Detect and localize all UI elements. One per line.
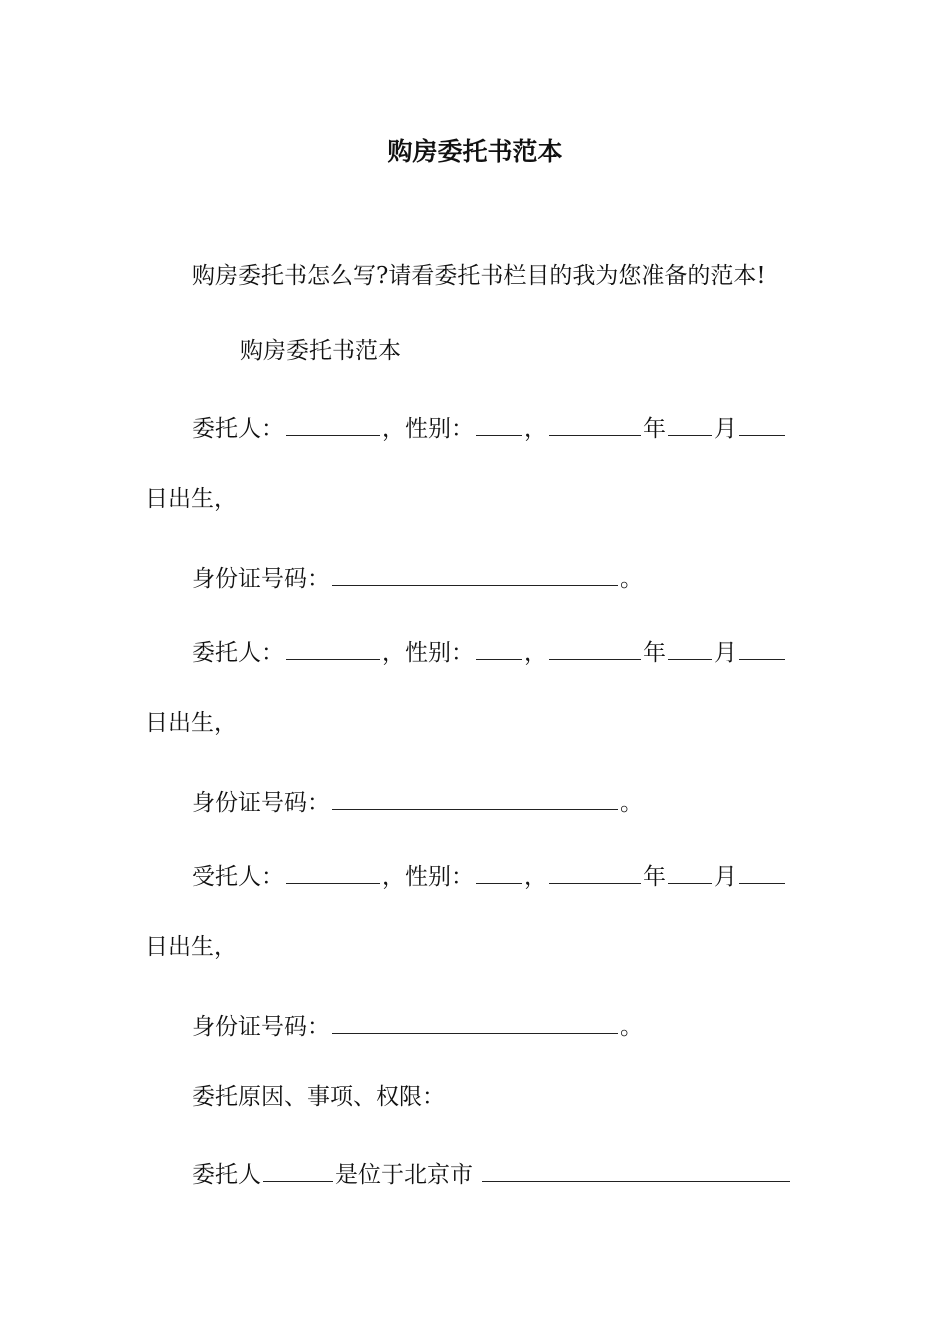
id-blank — [332, 555, 618, 586]
comma-label: ， — [524, 640, 547, 666]
gender-label: ，性别： — [382, 864, 474, 890]
year-blank — [549, 405, 641, 436]
gender-blank — [476, 405, 522, 436]
reason-heading: 委托原因、事项、权限： — [192, 1084, 445, 1110]
property-line — [192, 1151, 792, 1195]
born-line: 日出生， — [145, 486, 237, 512]
agent-name-blank — [286, 853, 380, 884]
period-label: 。 — [620, 1014, 643, 1040]
property-middle: 是位于北京市 — [335, 1162, 473, 1188]
gender-label: ，性别： — [382, 416, 474, 442]
born-line: 日出生， — [145, 934, 237, 960]
year-label: 年 — [643, 416, 666, 442]
month-label: 月 — [714, 640, 737, 666]
gender-blank — [476, 629, 522, 660]
principal-1-line — [192, 405, 787, 449]
gender-blank — [476, 853, 522, 884]
day-blank — [739, 853, 785, 884]
id-label: 身份证号码： — [192, 790, 330, 816]
period-label: 。 — [620, 566, 643, 592]
id-label: 身份证号码： — [192, 566, 330, 592]
month-blank — [668, 853, 712, 884]
month-blank — [668, 629, 712, 660]
day-blank — [739, 405, 785, 436]
principal-name-blank — [286, 405, 380, 436]
principal-2-line — [192, 629, 787, 673]
agent-label: 受托人： — [192, 864, 284, 890]
id-number-line — [192, 1003, 643, 1047]
document-title: 购房委托书范本 — [387, 137, 563, 166]
principal-name-blank — [286, 629, 380, 660]
id-number-line — [192, 779, 643, 823]
principal-blank — [263, 1151, 333, 1182]
principal-label: 委托人： — [192, 640, 284, 666]
id-blank — [332, 1003, 618, 1034]
address-blank — [482, 1151, 790, 1182]
id-blank — [332, 779, 618, 810]
comma-label: ， — [524, 416, 547, 442]
id-label: 身份证号码： — [192, 1014, 330, 1040]
month-label: 月 — [714, 864, 737, 890]
year-label: 年 — [643, 640, 666, 666]
year-label: 年 — [643, 864, 666, 890]
born-line: 日出生， — [145, 710, 237, 736]
id-number-line — [192, 555, 643, 599]
year-blank — [549, 629, 641, 660]
agent-line — [192, 853, 787, 897]
document-subtitle: 购房委托书范本 — [240, 338, 401, 364]
principal-label: 委托人： — [192, 416, 284, 442]
month-blank — [668, 405, 712, 436]
month-label: 月 — [714, 416, 737, 442]
year-blank — [549, 853, 641, 884]
property-start: 委托人 — [192, 1162, 261, 1188]
period-label: 。 — [620, 790, 643, 816]
day-blank — [739, 629, 785, 660]
intro-paragraph: 购房委托书怎么写?请看委托书栏目的我为您准备的范本! — [192, 263, 766, 289]
comma-label: ， — [524, 864, 547, 890]
gender-label: ，性别： — [382, 640, 474, 666]
